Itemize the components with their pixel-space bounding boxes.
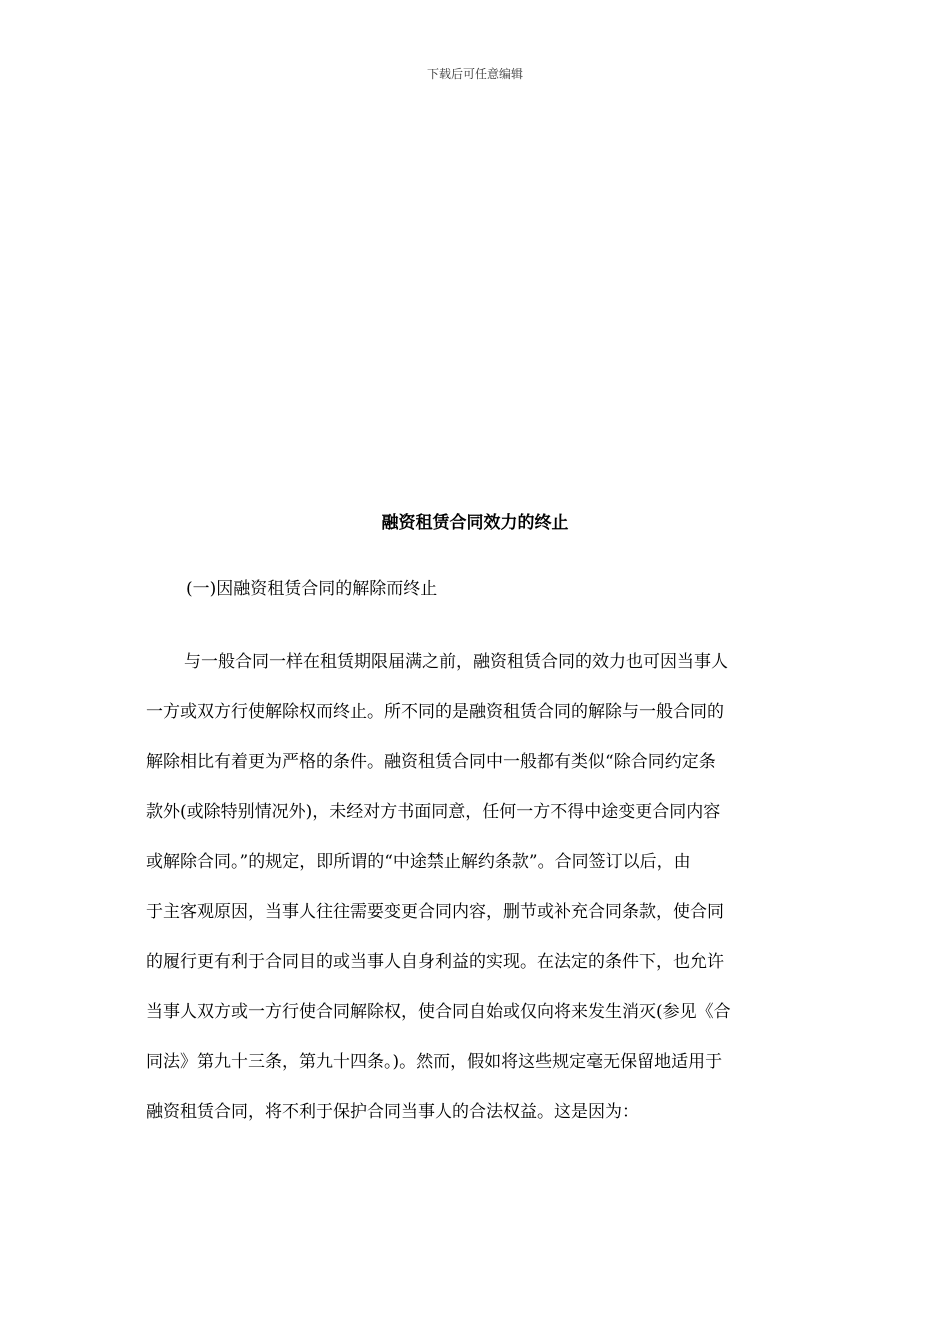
body-paragraph (146, 637, 806, 1137)
section-heading: (一)因融资租赁合同的解除而终止 (186, 579, 438, 599)
paragraph-line: 同法》第九十三条，第九十四条。)。然而，假如将这些规定毫无保留地适用于 (146, 1052, 723, 1072)
paragraph-line: 或解除合同。”的规定，即所谓的“中途禁止解约条款”。合同签订以后，由 (146, 852, 691, 872)
header-note: 下载后可任意编辑 (426, 67, 523, 81)
paragraph-line: 款外(或除特别情况外)，未经对方书面同意，任何一方不得中途变更合同内容 (146, 802, 721, 822)
document-title: 融资租赁合同效力的终止 (381, 513, 569, 533)
paragraph-line: 当事人双方或一方行使合同解除权，使合同自始或仅向将来发生消灭(参见《合 (146, 1002, 731, 1022)
paragraph-line: 的履行更有利于合同目的或当事人自身利益的实现。在法定的条件下，也允许 (146, 952, 724, 972)
paragraph-line: 一方或双方行使解除权而终止。所不同的是融资租赁合同的解除与一般合同的 (146, 702, 724, 722)
paragraph-line: 解除相比有着更为严格的条件。融资租赁合同中一般都有类似“除合同约定条 (146, 752, 716, 772)
paragraph-line: 于主客观原因，当事人往往需要变更合同内容，删节或补充合同条款，使合同 (146, 902, 724, 922)
paragraph-line: 与一般合同一样在租赁期限届满之前，融资租赁合同的效力也可因当事人 (184, 652, 728, 672)
paragraph-line: 融资租赁合同，将不利于保护合同当事人的合法权益。这是因为： (146, 1102, 639, 1122)
